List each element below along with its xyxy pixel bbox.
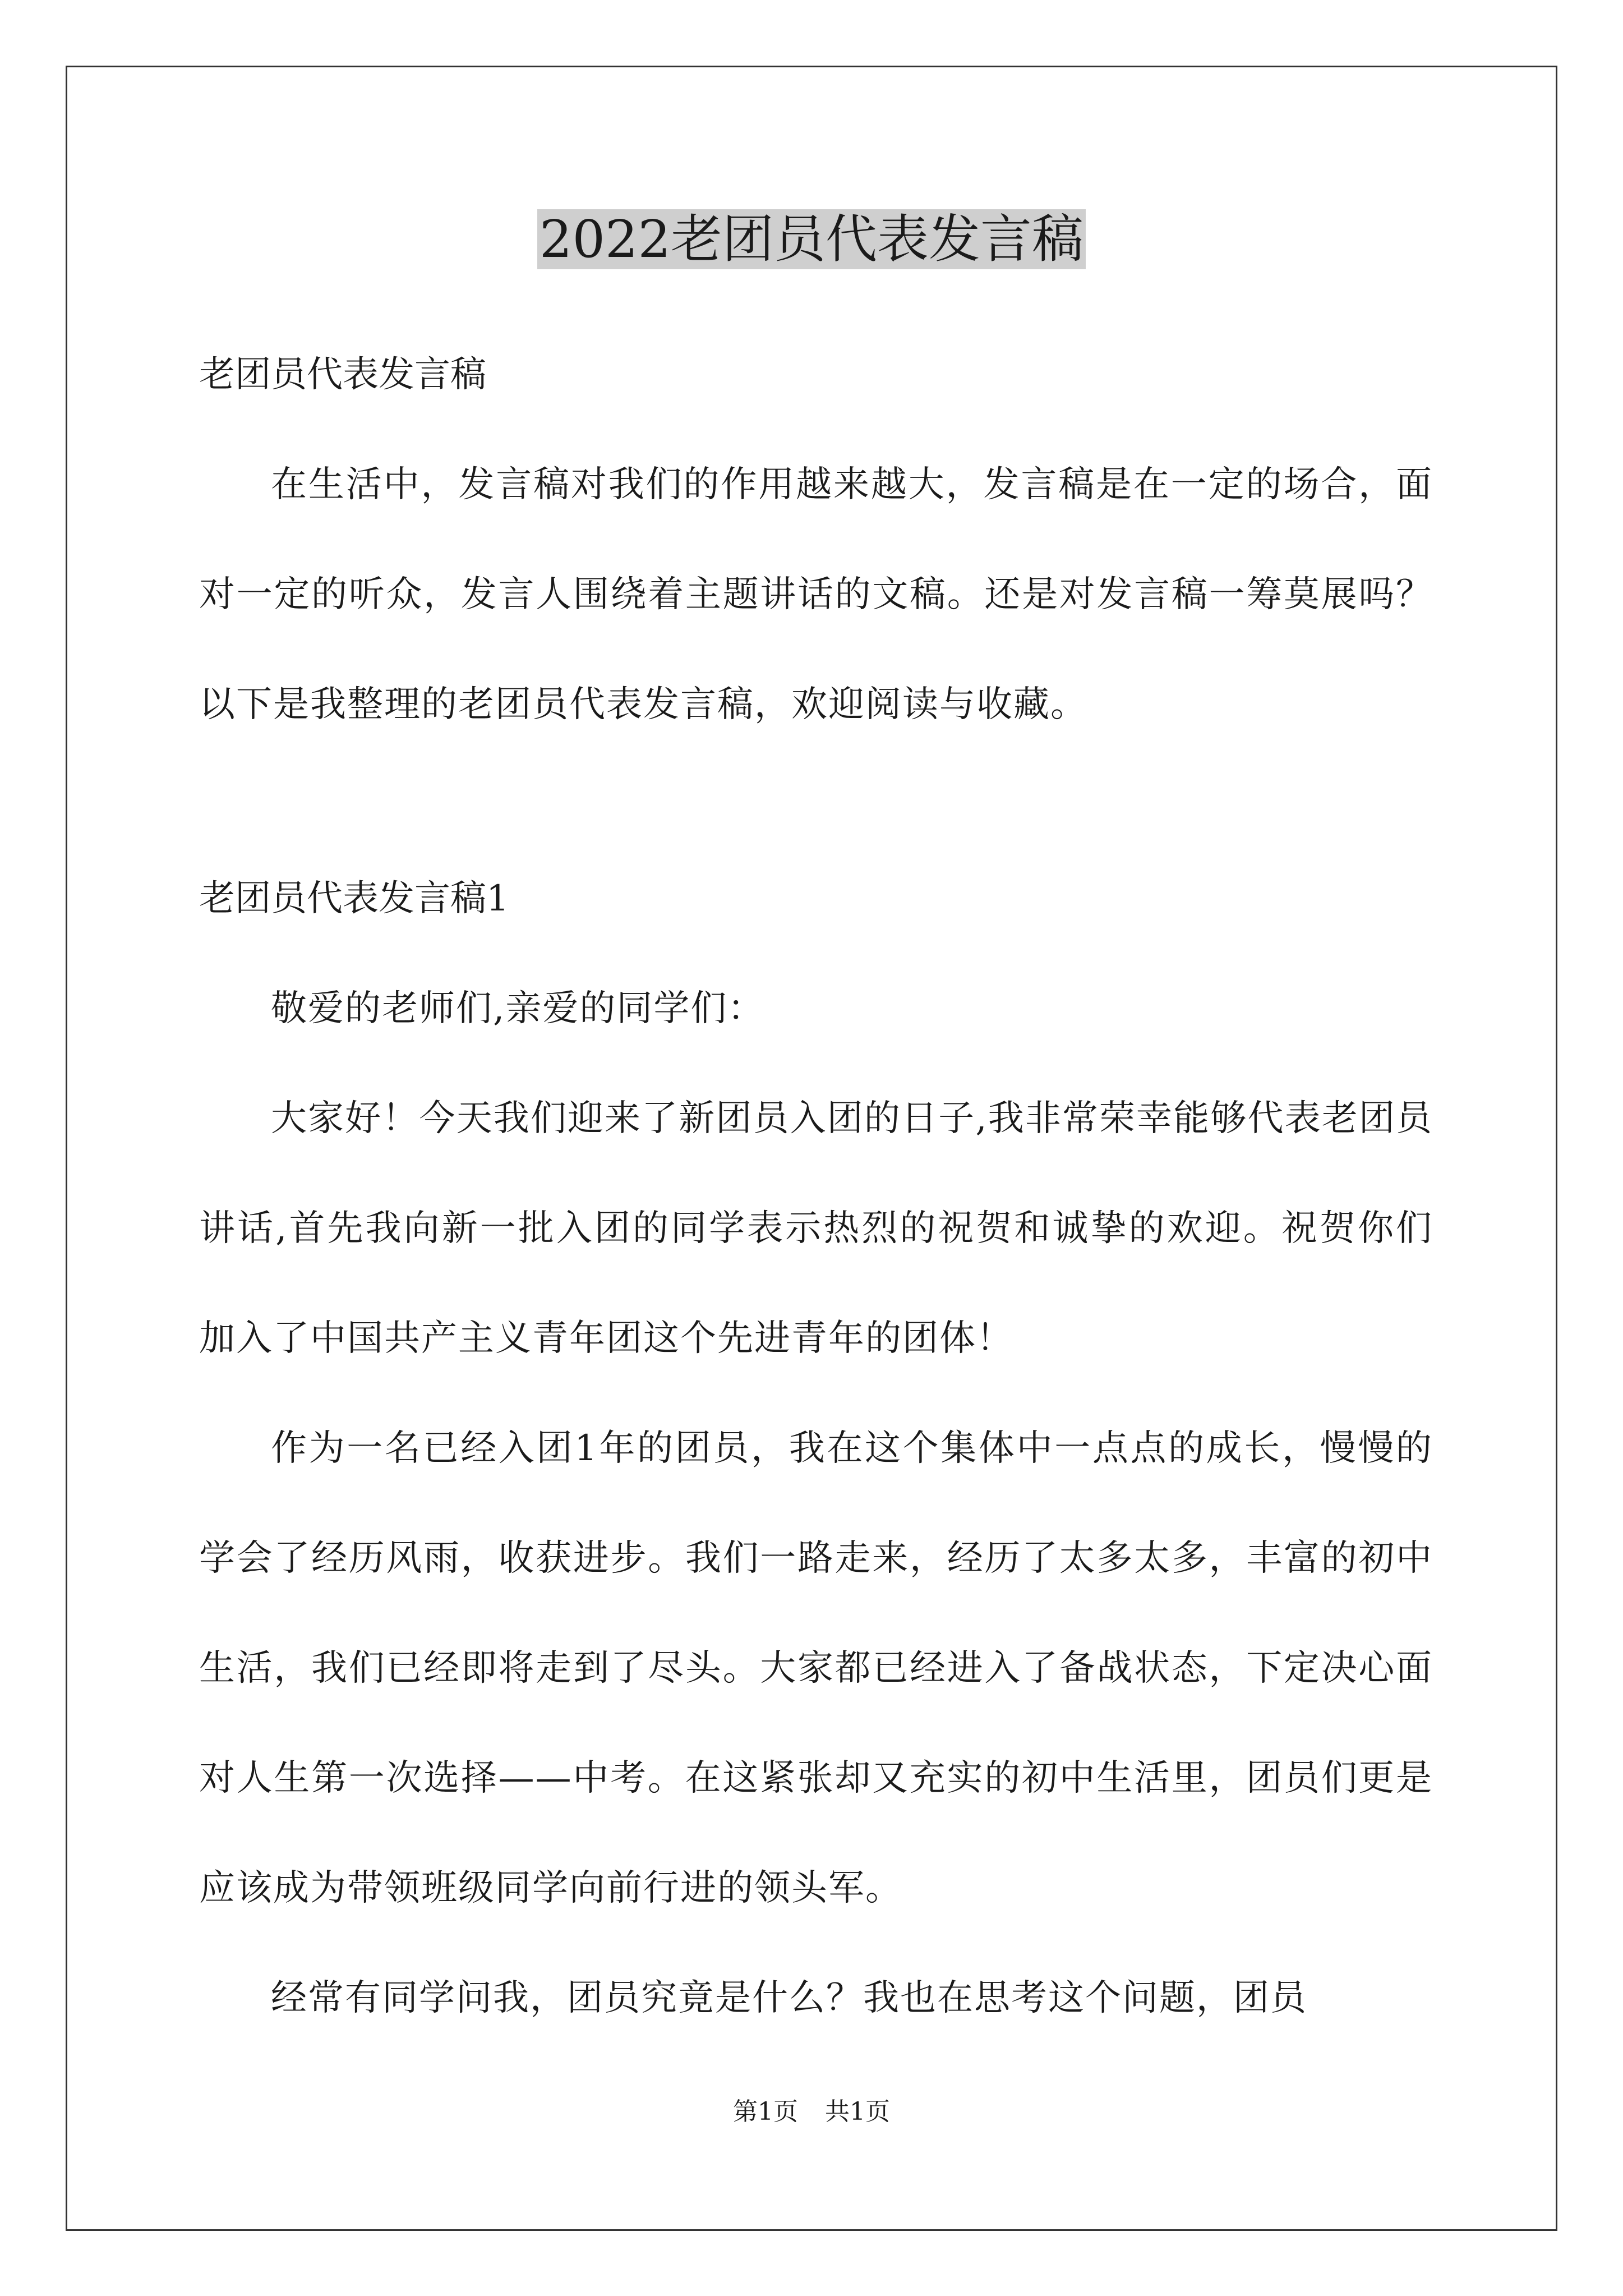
body-paragraph: 经常有同学问我，团员究竟是什么？我也在思考这个问题，团员 (271, 1977, 1307, 2019)
document-title (0, 203, 1623, 276)
body-paragraph: 大家好！今天我们迎来了新团员入团的日子,我非常荣幸能够代表老团员讲话,首先我向新一批入团的同学表示热烈的祝贺和诚挚的欢迎。祝贺你们加入了中国共产主义青年团这个先进青年的团体！ (199, 1098, 1433, 1359)
salutation-paragraph: 敬爱的老师们,亲爱的同学们： (271, 988, 765, 1029)
document-subtitle: 老团员代表发言稿 (199, 354, 486, 395)
body-paragraph: 作为一名已经入团1年的团员，我在这个集体中一点点的成长，慢慢的学会了经历风雨，收获进步。我们一路走来，经历了太多太多，丰富的初中生活，我们已经即将走到了尽头。大家都已经进入了备战状态，下定决心面对人生第一次选择——中考。在这紧张却又充实的初中生活里，团员们更是应该成为带领班级同学向前行进的领头军。 (199, 1428, 1433, 1909)
page-footer (0, 2095, 1623, 2129)
document-title-text: 2022老团员代表发言稿 (537, 209, 1086, 269)
section-heading: 老团员代表发言稿1 (199, 878, 509, 919)
section-spacer (199, 760, 1433, 844)
page-number: 第1页 (733, 2097, 798, 2126)
document-body (199, 320, 1433, 2053)
page-total: 共1页 (825, 2097, 890, 2126)
intro-paragraph: 在生活中，发言稿对我们的作用越来越大，发言稿是在一定的场合，面对一定的听众，发言人围绕着主题讲话的文稿。还是对发言稿一筹莫展吗？以下是我整理的老团员代表发言稿，欢迎阅读与收藏。 (199, 464, 1433, 725)
